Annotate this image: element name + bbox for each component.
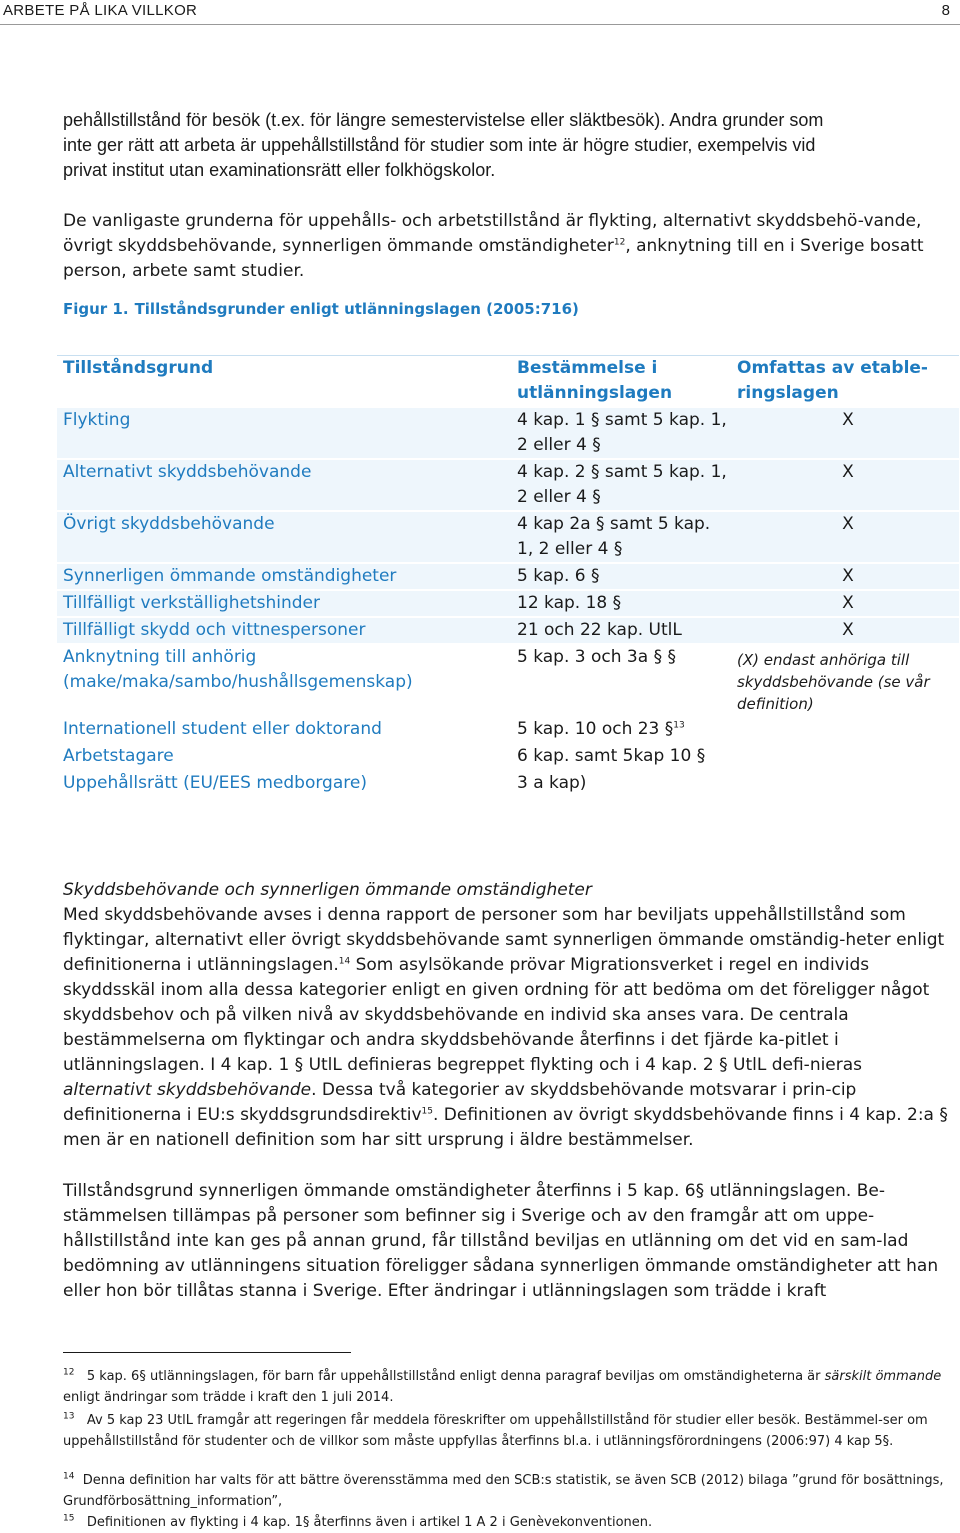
footnote-number: 15 [63, 1513, 75, 1524]
coverage-cell: X [842, 410, 854, 430]
statute-cell: 3 a kap) [517, 773, 587, 793]
column-header: Omfattas av etable-ringslagen [737, 358, 928, 403]
table-row [57, 716, 959, 743]
paragraph-text: . Dessa två kategorier av skyddsbehövande motsvarar i prin-cip definitionerna i EU:s skyddsgrundsdirektiv [63, 1080, 857, 1125]
figure-label: Figur 1. [63, 300, 129, 318]
permit-grounds-table [57, 355, 959, 796]
paragraph-text: De vanligaste grunderna för uppehålls- och arbetstillstånd är flykting, alternativt skyddsbehö-vande, övrigt skyddsbehövande, synnerligen ömmande omständigheter [63, 211, 922, 256]
footnote-number: 14 [63, 1471, 75, 1482]
coverage-note: (X) endast anhöriga till skyddsbehövande (se vår definition) [737, 651, 930, 713]
ground-cell: Arbetstagare [63, 746, 174, 766]
footnote-text: enligt ändringar som trädde i kraft den 1 juli 2014. [63, 1390, 394, 1405]
footnote-number: 12 [63, 1367, 75, 1378]
footnote-text: Denna definition har valts för att bättre överensstämma med den SCB:s statistik, se även SCB (2012) bilaga ”grund för bosättnings, Grundförbosättning_information”, [63, 1473, 944, 1509]
statute-cell: 6 kap. samt 5kap 10 § [517, 746, 706, 766]
statute-text: 5 kap. 10 och 23 § [517, 719, 674, 739]
table-row [57, 590, 959, 617]
intro-line: inte ger rätt att arbeta är uppehållstillstånd för studier som inte är högre studier, exempelvis vid [63, 135, 816, 155]
ground-cell: Övrigt skyddsbehövande [63, 514, 275, 534]
emphasis-text: alternativt skyddsbehövande [63, 1080, 312, 1100]
ground-cell: Flykting [63, 410, 131, 430]
table-row [57, 511, 959, 563]
footnote-text: Av 5 kap 23 UtlL framgår att regeringen får meddela föreskrifter om uppehållstillstånd för studier eller besök. Bestämmel-ser om uppehållstillstånd för studenter och de villkor som måste uppfyllas återfinns bl.a. i utlänningsförordningens (2006:97) 4 kap 5§. [63, 1413, 928, 1449]
statute-cell: 5 kap. 6 § [517, 566, 600, 586]
statute-cell: 5 kap. 3 och 3a § § [517, 647, 676, 667]
footnote-ref[interactable]: 13 [673, 720, 685, 731]
table-row [57, 563, 959, 590]
protection-section [63, 878, 948, 1153]
coverage-cell: X [842, 462, 854, 482]
compassionate-grounds-paragraph: Tillståndsgrund synnerligen ömmande omständigheter återfinns i 5 kap. 6§ utlänningslagen. Be-stämmelsen tillämpas på personer som befinner sig i Sverige och av den framgår att om uppe-hållstillstånd inte kan ges på annan grund, får tillstånd beviljas en utlänning om det vid en sam-lad bedömning av utlänningens situation föreligger sådana synnerligen ömmande omständigheter att han eller hon bör tillåtas stanna i Sverige. Efter ändringar i utlänningslagen som trädde i kraft [63, 1181, 939, 1301]
document-title: ARBETE PÅ LIKA VILLKOR [3, 2, 198, 19]
paragraph-text: Med skyddsbehövande avses i denna rapport de personer som har beviljats uppehållstillstånd som flyktingar, alternativt eller övrigt skyddsbehövande samt synnerligen ömmande omständig-heter enligt definitionerna i utlänningslagen. [63, 905, 945, 975]
ground-cell: Synnerligen ömmande omständigheter [63, 566, 397, 586]
statute-cell: 4 kap. 2 § samt 5 kap. 1, 2 eller 4 § [517, 462, 727, 507]
coverage-cell: X [842, 566, 854, 586]
statute-cell: 4 kap. 1 § samt 5 kap. 1, 2 eller 4 § [517, 410, 727, 455]
coverage-cell: X [842, 593, 854, 613]
footnote-divider [63, 1352, 351, 1353]
footnote-13 [63, 1410, 948, 1452]
footnote-14 [63, 1470, 948, 1512]
ground-cell: Tillfälligt verkställighetshinder [63, 593, 320, 613]
table-row [57, 743, 959, 770]
statute-cell: 4 kap 2a § samt 5 kap. 1, 2 eller 4 § [517, 514, 711, 559]
footnote-ref[interactable]: 12 [613, 237, 626, 248]
footnote-number: 13 [63, 1411, 75, 1422]
footnote-15 [63, 1512, 948, 1533]
coverage-cell [731, 770, 959, 796]
grounds-paragraph [63, 209, 948, 284]
table-row [57, 459, 959, 511]
paragraph-text: . Definitionen av övrigt skyddsbehövande finns i 4 kap. 2:a § men är en nationell definition som har sitt ursprung i äldre bestämmelser. [63, 1105, 948, 1150]
column-header: Tillståndsgrund [63, 358, 214, 378]
ground-cell: Alternativt skyddsbehövande [63, 462, 312, 482]
footnote-emphasis: särskilt ömmande [824, 1369, 942, 1384]
statute-cell [511, 716, 731, 743]
coverage-cell [731, 716, 959, 743]
column-header: Bestämmelse i utlänningslagen [517, 358, 673, 403]
coverage-cell [731, 743, 959, 770]
ground-cell: Uppehållsrätt (EU/EES medborgare) [63, 773, 367, 793]
figure-title: Tillståndsgrunder enligt utlänningslagen (2005:716) [134, 300, 579, 318]
footnote-ref[interactable]: 14 [338, 956, 351, 967]
table-header-row [57, 356, 959, 408]
page-number: 8 [941, 2, 950, 19]
section-heading: Skyddsbehövande och synnerligen ömmande omständigheter [63, 880, 592, 900]
footnote-text: Definitionen av flykting i 4 kap. 1§ återfinns även i artikel 1 A 2 i Genèvekonventionen. [86, 1515, 653, 1530]
page-header [0, 0, 960, 25]
paragraph-text: , anknytning till en i Sverige bosatt person, arbete samt studier. [63, 236, 924, 281]
ground-cell: Internationell student eller doktorand [63, 719, 382, 739]
footnote-text: 5 kap. 6§ utlänningslagen, för barn får uppehållstillstånd enligt denna paragraf beviljas om omständigheterna är [86, 1369, 825, 1384]
footnote-12 [63, 1366, 948, 1408]
table-row [57, 644, 959, 716]
figure-caption [63, 300, 579, 318]
paragraph-text: Som asylsökande prövar Migrationsverket i regel en individs skyddsskäl inom alla dessa kategorier enligt en given ordning för att bedöma om det föreligger något skyddsbehov och på vilken nivå av skyddsbehövande en individ ska anses vara. De centrala bestämmelserna om flyktingar och andra skyddsbehövande återfinns i det fjärde ka-pitlet i utlänningslagen. I 4 kap. 1 § UtlL definieras begreppet flykting och i 4 kap. 2 § UtlL defi-nieras [63, 955, 930, 1075]
statute-cell: 21 och 22 kap. UtlL [517, 620, 682, 640]
coverage-cell: X [842, 514, 854, 534]
ground-cell: Tillfälligt skydd och vittnespersoner [63, 620, 366, 640]
header-divider [0, 24, 960, 25]
footnote-ref[interactable]: 15 [421, 1106, 433, 1117]
ground-cell: Anknytning till anhörig (make/maka/sambo/hushållsgemenskap) [63, 647, 413, 692]
table-row [57, 770, 959, 796]
table-row [57, 407, 959, 459]
intro-line: pehållstillstånd för besök (t.ex. för längre semestervistelse eller släktbesök). Andra grunder som [63, 110, 824, 130]
coverage-cell: X [842, 620, 854, 640]
statute-cell: 12 kap. 18 § [517, 593, 622, 613]
intro-paragraph [63, 108, 948, 183]
table-row [57, 617, 959, 644]
intro-line: privat institut utan examinationsrätt eller folkhögskolor. [63, 160, 496, 180]
